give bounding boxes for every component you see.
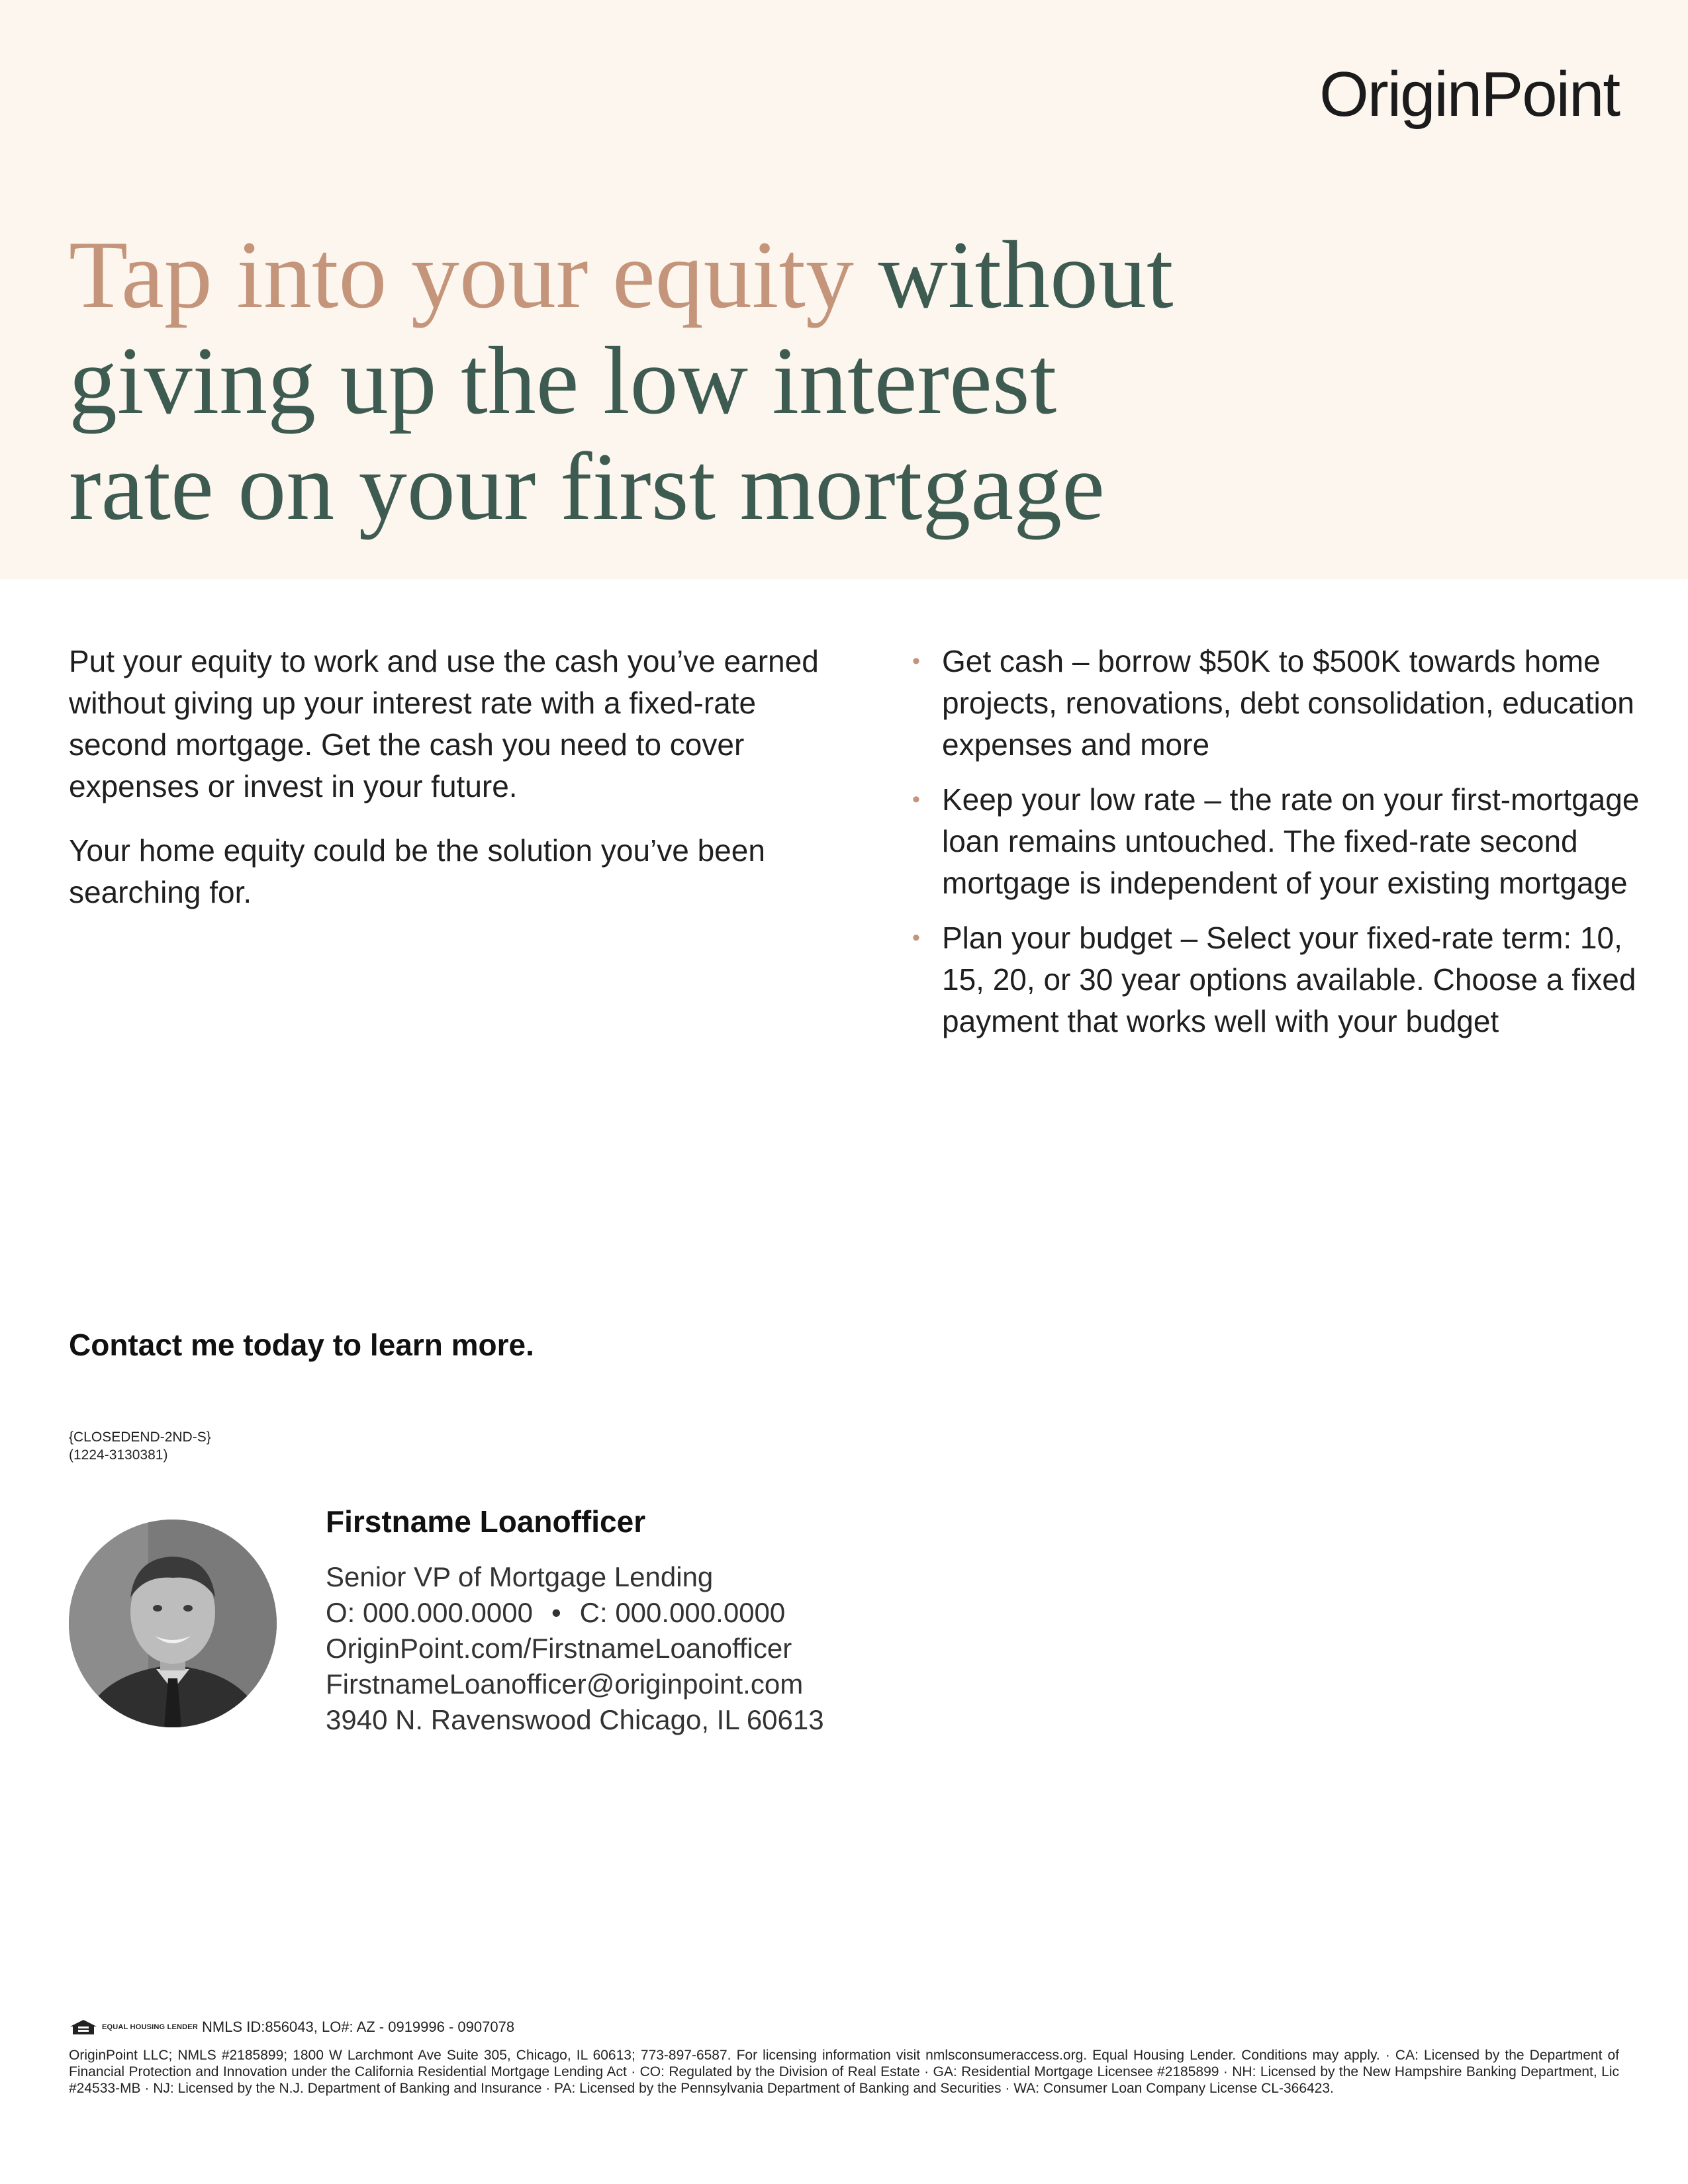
benefits-list bbox=[907, 641, 1648, 1056]
nmls-line: NMLS ID:856043, LO#: AZ - 0919996 - 0907078 bbox=[201, 2019, 515, 2035]
legal-disclaimer: OriginPoint LLC; NMLS #2185899; 1800 W Larchmont Ave Suite 305, Chicago, IL 60613; 773-897-6587. For licensing information visit nmlsconsumeraccess.org. Equal Housing Lender. Conditions may apply. · CA: Licensed by the Department of Financial Protection and Innovation under the California Residential Mortgage Lending Act · CO: Regulated by the Division of Real Estate · GA: Residential Mortgage Licensee #2185899 · NH: Licensed by the New Hampshire Banking Department, Lic #24533-MB · NJ: Licensed by the N.J. Department of Banking and Insurance · PA: Licensed by the Pennsylvania Department of Banking and Securities · WA: Consumer Loan Company License CL-366423. bbox=[69, 2048, 1619, 2096]
equal-housing-icon bbox=[69, 2019, 98, 2035]
intro-paragraph-2: Your home equity could be the solution you’ve been searching for. bbox=[69, 833, 765, 909]
loan-officer-photo bbox=[69, 1520, 277, 1727]
page-headline bbox=[69, 222, 1393, 539]
bullet-icon: • bbox=[912, 649, 920, 674]
bullet-icon: • bbox=[912, 787, 920, 812]
officer-address: 3940 N. Ravenswood Chicago, IL 60613 bbox=[326, 1704, 824, 1735]
officer-name: Firstname Loanofficer bbox=[326, 1504, 646, 1539]
campaign-code: {CLOSEDEND-2ND-S} bbox=[69, 1430, 211, 1445]
headline-accent: Tap into your equity bbox=[69, 221, 854, 328]
officer-email: FirstnameLoanofficer@originpoint.com bbox=[326, 1668, 804, 1700]
benefit-text: Get cash – borrow $50K to $500K towards home projects, renovations, debt consolidation, education expenses and more bbox=[942, 644, 1634, 762]
equal-housing-line bbox=[69, 2019, 514, 2036]
cell-phone: C: 000.000.0000 bbox=[579, 1597, 786, 1628]
portrait-icon bbox=[69, 1520, 277, 1727]
intro-paragraph-1: Put your equity to work and use the cash you’ve earned without giving up your interest rate with a fixed-rate second mortgage. Get the cash you need to cover expenses or invest in your future. bbox=[69, 644, 819, 803]
officer-title: Senior VP of Mortgage Lending bbox=[326, 1561, 714, 1592]
separator-dot: • bbox=[551, 1597, 561, 1628]
benefit-item bbox=[907, 641, 1648, 766]
hero-banner bbox=[0, 0, 1688, 579]
bullet-icon: • bbox=[912, 925, 920, 950]
headline-line-2: giving up the low interest bbox=[69, 327, 1057, 434]
officer-website: OriginPoint.com/FirstnameLoanofficer bbox=[326, 1633, 792, 1664]
contact-cta: Contact me today to learn more. bbox=[69, 1328, 534, 1362]
headline-line-1 bbox=[69, 222, 1393, 328]
intro-text bbox=[69, 641, 823, 936]
loan-officer-info bbox=[326, 1504, 824, 1738]
equal-housing-label: EQUAL HOUSING LENDER bbox=[102, 2023, 198, 2031]
headline-line-1-rest: without bbox=[853, 221, 1174, 328]
originpoint-logo: OriginPoint bbox=[1319, 59, 1619, 130]
benefit-text: Plan your budget – Select your fixed-rate term: 10, 15, 20, or 30 year options available. Choose a fixed payment that works well with your budget bbox=[942, 921, 1636, 1038]
office-phone: O: 000.000.0000 bbox=[326, 1597, 533, 1628]
benefit-item bbox=[907, 779, 1648, 904]
headline-line-3: rate on your first mortgage bbox=[69, 433, 1105, 540]
benefit-text: Keep your low rate – the rate on your first-mortgage loan remains untouched. The fixed-rate second mortgage is independent of your existing mortgage bbox=[942, 782, 1640, 900]
document-number: (1224-3130381) bbox=[69, 1447, 168, 1463]
officer-phones bbox=[326, 1595, 824, 1631]
document-codes bbox=[69, 1428, 211, 1464]
benefit-item bbox=[907, 917, 1648, 1042]
